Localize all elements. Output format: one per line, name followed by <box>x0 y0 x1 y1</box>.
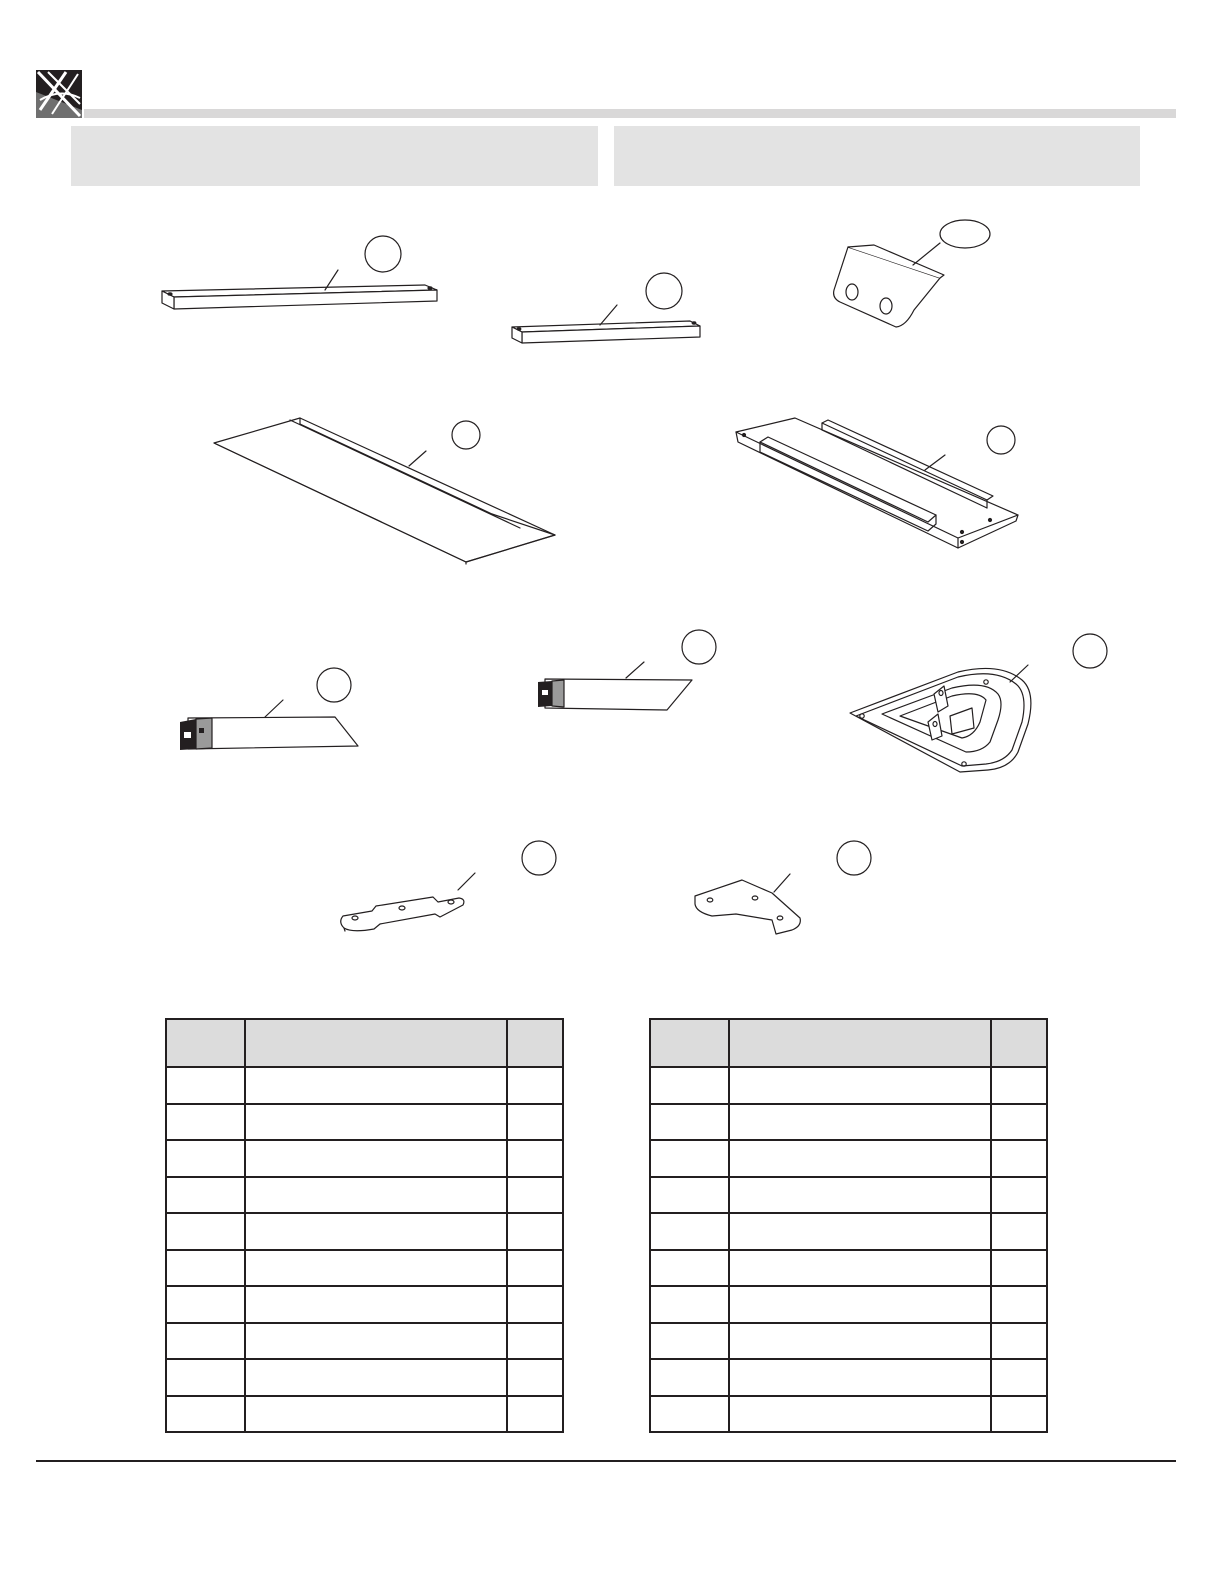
table-row <box>166 1359 563 1396</box>
long-square-tube-drawing <box>162 270 437 309</box>
right-wedge-panel-callout <box>682 630 716 664</box>
footer-rule <box>36 1460 1176 1462</box>
cell-description <box>245 1323 507 1360</box>
cell-qty <box>991 1396 1047 1433</box>
cell-no <box>650 1250 729 1287</box>
cell-qty <box>507 1140 563 1177</box>
base-channel-frame-drawing <box>736 418 1018 548</box>
cell-description <box>729 1067 991 1104</box>
cell-description <box>729 1323 991 1360</box>
cell-no <box>650 1323 729 1360</box>
cell-no <box>166 1140 245 1177</box>
short-square-tube-drawing <box>512 305 700 343</box>
table-row <box>166 1250 563 1287</box>
column-header-description <box>729 1019 991 1067</box>
cell-description <box>729 1104 991 1141</box>
cell-description <box>729 1213 991 1250</box>
right-wedge-panel-drawing <box>538 662 692 710</box>
table-row <box>650 1396 1047 1433</box>
table-header-row <box>650 1019 1047 1067</box>
cell-qty <box>507 1213 563 1250</box>
column-header-qty <box>991 1019 1047 1067</box>
cell-description <box>245 1359 507 1396</box>
angled-corner-plate-drawing <box>695 874 800 934</box>
table-row <box>650 1177 1047 1214</box>
table-row <box>650 1323 1047 1360</box>
cell-description <box>245 1067 507 1104</box>
table-row <box>166 1213 563 1250</box>
cell-no <box>650 1359 729 1396</box>
column-header-description <box>245 1019 507 1067</box>
angled-corner-plate-callout <box>837 841 871 875</box>
cell-description <box>245 1213 507 1250</box>
cell-qty <box>991 1359 1047 1396</box>
bent-bracket-plate-drawing <box>834 243 944 327</box>
table-header-row <box>166 1019 563 1067</box>
table-row <box>650 1359 1047 1396</box>
cell-qty <box>991 1140 1047 1177</box>
cell-qty <box>507 1067 563 1104</box>
cell-qty <box>991 1213 1047 1250</box>
flat-connector-plate-drawing <box>341 873 475 931</box>
cell-no <box>166 1213 245 1250</box>
cell-no <box>166 1359 245 1396</box>
cell-description <box>729 1396 991 1433</box>
table-row <box>166 1104 563 1141</box>
cell-no <box>650 1140 729 1177</box>
cell-no <box>650 1177 729 1214</box>
cell-no <box>650 1067 729 1104</box>
table-row <box>166 1286 563 1323</box>
cell-description <box>245 1104 507 1141</box>
table-row <box>650 1213 1047 1250</box>
table-row <box>650 1286 1047 1323</box>
short-square-tube-callout <box>646 273 682 309</box>
cell-description <box>245 1286 507 1323</box>
cell-qty <box>507 1286 563 1323</box>
parts-table-left <box>165 1018 564 1433</box>
table-row <box>650 1250 1047 1287</box>
triangular-mount-plate-callout <box>1073 634 1107 668</box>
table-row <box>166 1396 563 1433</box>
left-wedge-panel-callout <box>317 668 351 702</box>
cell-description <box>245 1140 507 1177</box>
table-row <box>166 1067 563 1104</box>
cell-description <box>729 1250 991 1287</box>
cell-qty <box>507 1396 563 1433</box>
column-header-no <box>166 1019 245 1067</box>
cell-no <box>166 1177 245 1214</box>
cell-description <box>729 1359 991 1396</box>
base-channel-frame-callout <box>987 426 1015 454</box>
table-row <box>166 1140 563 1177</box>
bent-bracket-plate-callout <box>940 220 990 248</box>
cell-description <box>729 1286 991 1323</box>
cell-description <box>245 1177 507 1214</box>
cell-no <box>650 1396 729 1433</box>
cell-no <box>166 1323 245 1360</box>
table-row <box>650 1067 1047 1104</box>
cell-qty <box>507 1250 563 1287</box>
cell-qty <box>507 1177 563 1214</box>
tapered-top-panel-drawing <box>214 418 555 564</box>
cell-qty <box>991 1104 1047 1141</box>
table-row <box>166 1323 563 1360</box>
cell-no <box>166 1104 245 1141</box>
cell-no <box>650 1286 729 1323</box>
cell-qty <box>991 1323 1047 1360</box>
cell-qty <box>991 1177 1047 1214</box>
cell-no <box>166 1286 245 1323</box>
triangular-mount-plate-drawing <box>850 665 1031 772</box>
long-square-tube-callout <box>365 236 401 272</box>
cell-no <box>166 1250 245 1287</box>
cell-description <box>729 1177 991 1214</box>
cell-qty <box>507 1323 563 1360</box>
table-row <box>650 1140 1047 1177</box>
cell-description <box>245 1250 507 1287</box>
cell-qty <box>991 1067 1047 1104</box>
cell-no <box>650 1104 729 1141</box>
cell-description <box>245 1396 507 1433</box>
table-row <box>650 1104 1047 1141</box>
table-row <box>166 1177 563 1214</box>
cell-qty <box>991 1286 1047 1323</box>
left-wedge-panel-drawing <box>180 700 358 750</box>
column-header-no <box>650 1019 729 1067</box>
cell-no <box>166 1396 245 1433</box>
cell-qty <box>507 1359 563 1396</box>
tapered-top-panel-callout <box>452 421 480 449</box>
cell-no <box>166 1067 245 1104</box>
cell-no <box>650 1213 729 1250</box>
cell-description <box>729 1140 991 1177</box>
cell-qty <box>507 1104 563 1141</box>
parts-table-right <box>649 1018 1048 1433</box>
column-header-qty <box>507 1019 563 1067</box>
cell-qty <box>991 1250 1047 1287</box>
flat-connector-plate-callout <box>522 841 556 875</box>
